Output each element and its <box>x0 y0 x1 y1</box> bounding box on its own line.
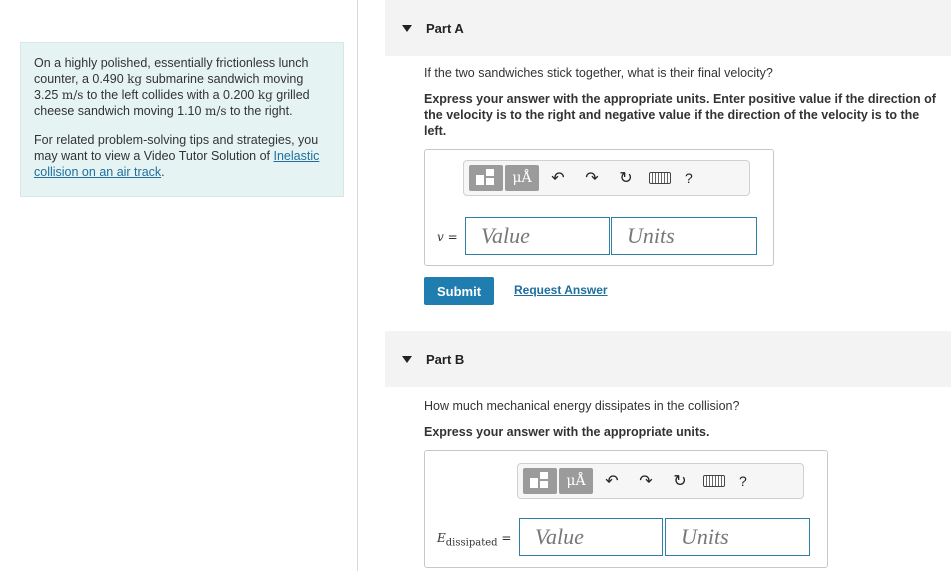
tips-paragraph: For related problem-solving tips and strategies, you may want to view a Video Tutor Solution of Inelastic collision on an air track. <box>34 133 320 179</box>
part-a-answer-box <box>424 149 774 266</box>
redo-icon[interactable]: ↷ <box>585 170 599 187</box>
value-input[interactable]: Value <box>465 217 610 255</box>
request-answer-link[interactable]: Request Answer <box>514 283 608 297</box>
units-button[interactable]: μÅ <box>505 165 539 191</box>
reset-icon[interactable]: ↻ <box>673 473 687 490</box>
keyboard-icon[interactable] <box>649 172 671 184</box>
part-a-header[interactable] <box>385 0 951 56</box>
part-b-instructions: Express your answer with the appropriate units. <box>424 425 710 439</box>
column-divider <box>357 0 358 571</box>
part-a-instructions: Express your answer with the appropriate units. Enter positive value if the direction of the velocity is to the right and negative value if the direction of the velocity is to the left. <box>424 92 936 138</box>
collapse-triangle-icon[interactable] <box>402 356 412 363</box>
part-a-question: If the two sandwiches stick together, what is their final velocity? <box>424 66 773 80</box>
templates-icon <box>476 169 496 187</box>
templates-icon <box>530 472 550 490</box>
redo-icon[interactable]: ↷ <box>639 473 653 490</box>
part-b-question: How much mechanical energy dissipates in the collision? <box>424 399 740 413</box>
help-icon[interactable]: ? <box>739 473 747 489</box>
part-a-title: Part A <box>426 20 464 36</box>
part-b-header[interactable] <box>385 331 951 387</box>
value-input[interactable]: Value <box>519 518 663 556</box>
video-tutor-link[interactable]: Inelastic collision on an air track <box>34 149 320 179</box>
reset-icon[interactable]: ↻ <box>619 170 633 187</box>
template-button[interactable] <box>523 468 557 494</box>
undo-icon[interactable]: ↶ <box>605 473 619 490</box>
units-input[interactable]: Units <box>665 518 810 556</box>
problem-paragraph: On a highly polished, essentially frictionless lunch counter, a 0.490 kg submarine sandwich moving 3.25 m/s to the left collides with a 0.200 kg grilled cheese sandwich moving 1.10 m/s to the right. <box>34 56 310 118</box>
help-icon[interactable]: ? <box>685 170 693 186</box>
math-toolbar <box>517 463 804 499</box>
units-input[interactable]: Units <box>611 217 757 255</box>
part-b-answer-box <box>424 450 828 568</box>
part-b-title: Part B <box>426 351 465 367</box>
energy-label: $E_{dissipated}$ = <box>437 531 512 549</box>
submit-button[interactable]: Submit <box>424 277 494 305</box>
template-button[interactable] <box>469 165 503 191</box>
undo-icon[interactable]: ↶ <box>551 170 565 187</box>
collapse-triangle-icon[interactable] <box>402 25 412 32</box>
keyboard-icon[interactable] <box>703 475 725 487</box>
units-button[interactable]: μÅ <box>559 468 593 494</box>
problem-statement <box>20 42 344 197</box>
velocity-label: v = <box>437 230 458 244</box>
math-toolbar <box>463 160 750 196</box>
